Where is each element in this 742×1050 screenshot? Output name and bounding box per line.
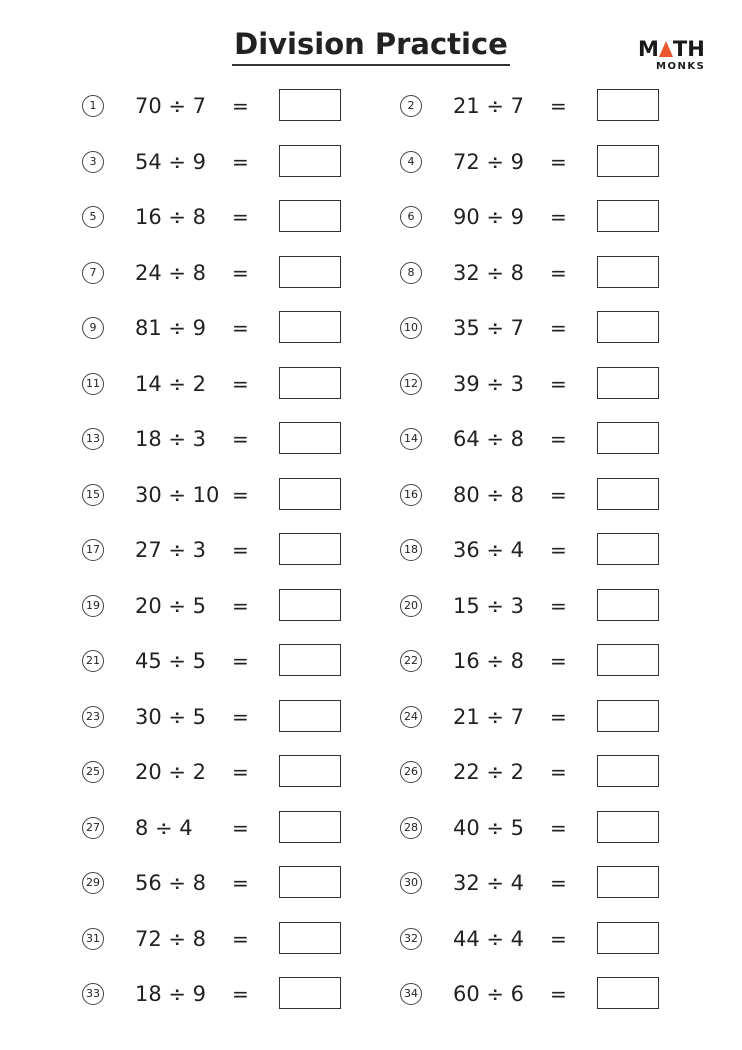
problem-expression: 16 ÷ 8: [453, 649, 525, 673]
equals-sign: =: [232, 205, 249, 229]
equals-sign: =: [550, 94, 567, 118]
problem-number-badge: 20: [400, 595, 422, 617]
answer-box[interactable]: [597, 644, 659, 676]
equals-sign: =: [232, 94, 249, 118]
problem-number-badge: 19: [82, 595, 104, 617]
problem-expression: 35 ÷ 7: [453, 316, 525, 340]
problem-item: [400, 811, 740, 847]
equals-sign: =: [550, 205, 567, 229]
problem-item: [400, 200, 740, 236]
answer-box[interactable]: [279, 866, 341, 898]
answer-box[interactable]: [597, 478, 659, 510]
problem-number-badge: 12: [400, 373, 422, 395]
problem-number-badge: 22: [400, 650, 422, 672]
equals-sign: =: [550, 149, 567, 174]
problem-number-badge: 30: [400, 872, 422, 894]
problem-item: [82, 977, 422, 1013]
problem-item: [400, 700, 740, 736]
problem-expression: 21 ÷ 7: [453, 704, 525, 729]
answer-box[interactable]: [279, 145, 341, 177]
problem-number-badge: 15: [82, 484, 104, 506]
problem-expression: 16 ÷ 8: [135, 205, 207, 229]
answer-box[interactable]: [279, 311, 341, 343]
problem-expression: 45 ÷ 5: [135, 649, 207, 673]
answer-box[interactable]: [279, 700, 341, 732]
problem-item: [82, 922, 422, 958]
equals-sign: =: [232, 427, 249, 451]
problem-item: [82, 89, 422, 125]
answer-box[interactable]: [597, 700, 659, 732]
problem-expression: 14 ÷ 2: [135, 371, 207, 396]
answer-box[interactable]: [597, 367, 659, 399]
problem-number-badge: 16: [400, 484, 422, 506]
problem-expression: 20 ÷ 2: [135, 760, 207, 784]
equals-sign: =: [232, 593, 249, 618]
problem-expression: 72 ÷ 9: [453, 149, 525, 174]
problem-item: [82, 700, 422, 736]
problem-number-badge: 29: [82, 872, 104, 894]
answer-box[interactable]: [279, 533, 341, 565]
answer-box[interactable]: [279, 589, 341, 621]
problem-number-badge: 17: [82, 539, 104, 561]
answer-box[interactable]: [597, 311, 659, 343]
problem-number-badge: 6: [400, 206, 422, 228]
problem-number-badge: 10: [400, 317, 422, 339]
problem-expression: 64 ÷ 8: [453, 427, 525, 451]
problem-number-badge: 9: [82, 317, 104, 339]
equals-sign: =: [232, 815, 249, 840]
equals-sign: =: [232, 482, 249, 507]
problem-item: [400, 866, 740, 902]
answer-box[interactable]: [279, 922, 341, 954]
problem-number-badge: 11: [82, 373, 104, 395]
problem-expression: 27 ÷ 3: [135, 538, 207, 562]
equals-sign: =: [550, 649, 567, 673]
problem-item: [400, 589, 740, 625]
equals-sign: =: [232, 760, 249, 784]
equals-sign: =: [550, 704, 567, 729]
problem-item: [400, 533, 740, 569]
problem-expression: 54 ÷ 9: [135, 149, 207, 174]
answer-box[interactable]: [597, 256, 659, 288]
equals-sign: =: [550, 815, 567, 840]
equals-sign: =: [232, 538, 249, 562]
problem-item: [400, 478, 740, 514]
equals-sign: =: [232, 649, 249, 673]
problem-item: [400, 922, 740, 958]
problem-expression: 30 ÷ 10: [135, 482, 220, 507]
math-monks-logo: [638, 38, 708, 73]
answer-box[interactable]: [279, 644, 341, 676]
problem-item: [400, 644, 740, 680]
problem-number-badge: 27: [82, 817, 104, 839]
problem-expression: 56 ÷ 8: [135, 871, 207, 895]
problem-item: [400, 89, 740, 125]
problem-expression: 18 ÷ 9: [135, 982, 207, 1006]
equals-sign: =: [232, 982, 249, 1006]
answer-box[interactable]: [279, 977, 341, 1009]
problem-number-badge: 13: [82, 428, 104, 450]
problem-item: [82, 811, 422, 847]
problem-expression: 80 ÷ 8: [453, 482, 525, 507]
answer-box[interactable]: [279, 89, 341, 121]
logo-letters-th: TH: [672, 37, 705, 61]
problem-expression: 40 ÷ 5: [453, 815, 525, 840]
equals-sign: =: [232, 926, 249, 951]
answer-box[interactable]: [279, 256, 341, 288]
problem-number-badge: 18: [400, 539, 422, 561]
equals-sign: =: [550, 482, 567, 507]
problem-number-badge: 2: [400, 95, 422, 117]
problem-expression: 60 ÷ 6: [453, 982, 525, 1006]
problem-item: [82, 866, 422, 902]
logo-subtext: MONKS: [656, 61, 706, 72]
problem-number-badge: 7: [82, 262, 104, 284]
problem-expression: 15 ÷ 3: [453, 593, 525, 618]
problem-expression: 20 ÷ 5: [135, 593, 207, 618]
problem-item: [400, 422, 740, 458]
problem-number-badge: 5: [82, 206, 104, 228]
problem-expression: 24 ÷ 8: [135, 260, 207, 285]
problem-expression: 32 ÷ 4: [453, 871, 525, 895]
logo-wordmark: [638, 38, 708, 61]
equals-sign: =: [550, 260, 567, 285]
problem-number-badge: 32: [400, 928, 422, 950]
answer-box[interactable]: [597, 922, 659, 954]
problem-item: [400, 256, 740, 292]
problem-expression: 90 ÷ 9: [453, 205, 525, 229]
problem-number-badge: 23: [82, 706, 104, 728]
problem-number-badge: 3: [82, 151, 104, 173]
problem-expression: 44 ÷ 4: [453, 926, 525, 951]
page-title: [0, 26, 742, 66]
problem-number-badge: 24: [400, 706, 422, 728]
problem-item: [82, 422, 422, 458]
equals-sign: =: [232, 871, 249, 895]
answer-box[interactable]: [597, 866, 659, 898]
problem-number-badge: 4: [400, 151, 422, 173]
problem-expression: 30 ÷ 5: [135, 704, 207, 729]
logo-letter-m: M: [638, 37, 659, 61]
answer-box[interactable]: [279, 200, 341, 232]
answer-box[interactable]: [597, 89, 659, 121]
equals-sign: =: [550, 371, 567, 396]
problem-item: [82, 367, 422, 403]
problem-expression: 22 ÷ 2: [453, 760, 525, 784]
logo-triangle-icon: [659, 39, 673, 61]
problem-expression: 81 ÷ 9: [135, 316, 207, 340]
problem-number-badge: 28: [400, 817, 422, 839]
problem-number-badge: 26: [400, 761, 422, 783]
problem-number-badge: 1: [82, 95, 104, 117]
problem-item: [400, 311, 740, 347]
equals-sign: =: [232, 316, 249, 340]
problem-item: [82, 478, 422, 514]
equals-sign: =: [550, 926, 567, 951]
answer-box[interactable]: [279, 478, 341, 510]
page-title-text: Division Practice: [232, 26, 510, 66]
problem-item: [400, 977, 740, 1013]
problem-expression: 32 ÷ 8: [453, 260, 525, 285]
answer-box[interactable]: [597, 589, 659, 621]
problem-expression: 72 ÷ 8: [135, 926, 207, 951]
problem-item: [82, 256, 422, 292]
equals-sign: =: [550, 760, 567, 784]
answer-box[interactable]: [597, 200, 659, 232]
equals-sign: =: [232, 704, 249, 729]
equals-sign: =: [550, 316, 567, 340]
problem-item: [400, 367, 740, 403]
equals-sign: =: [550, 982, 567, 1006]
problem-number-badge: 8: [400, 262, 422, 284]
problem-item: [82, 311, 422, 347]
problem-expression: 39 ÷ 3: [453, 371, 525, 396]
problem-number-badge: 21: [82, 650, 104, 672]
answer-box[interactable]: [597, 811, 659, 843]
answer-box[interactable]: [279, 422, 341, 454]
answer-box[interactable]: [279, 367, 341, 399]
equals-sign: =: [550, 871, 567, 895]
problem-number-badge: 33: [82, 983, 104, 1005]
equals-sign: =: [232, 149, 249, 174]
answer-box[interactable]: [597, 977, 659, 1009]
equals-sign: =: [550, 538, 567, 562]
equals-sign: =: [550, 593, 567, 618]
problem-item: [400, 145, 740, 181]
problem-item: [82, 200, 422, 236]
answer-box[interactable]: [597, 145, 659, 177]
answer-box[interactable]: [597, 755, 659, 787]
problem-item: [82, 755, 422, 791]
problem-number-badge: 31: [82, 928, 104, 950]
problem-item: [82, 644, 422, 680]
problem-number-badge: 25: [82, 761, 104, 783]
problem-number-badge: 14: [400, 428, 422, 450]
problem-expression: 70 ÷ 7: [135, 94, 207, 118]
problem-item: [82, 145, 422, 181]
problem-expression: 36 ÷ 4: [453, 538, 525, 562]
problem-expression: 18 ÷ 3: [135, 427, 207, 451]
equals-sign: =: [232, 371, 249, 396]
answer-box[interactable]: [597, 533, 659, 565]
problem-number-badge: 34: [400, 983, 422, 1005]
equals-sign: =: [232, 260, 249, 285]
answer-box[interactable]: [597, 422, 659, 454]
problem-expression: 21 ÷ 7: [453, 94, 525, 118]
problem-item: [82, 589, 422, 625]
equals-sign: =: [550, 427, 567, 451]
problem-item: [82, 533, 422, 569]
problem-item: [400, 755, 740, 791]
answer-box[interactable]: [279, 811, 341, 843]
problem-expression: 8 ÷ 4: [135, 815, 193, 840]
answer-box[interactable]: [279, 755, 341, 787]
